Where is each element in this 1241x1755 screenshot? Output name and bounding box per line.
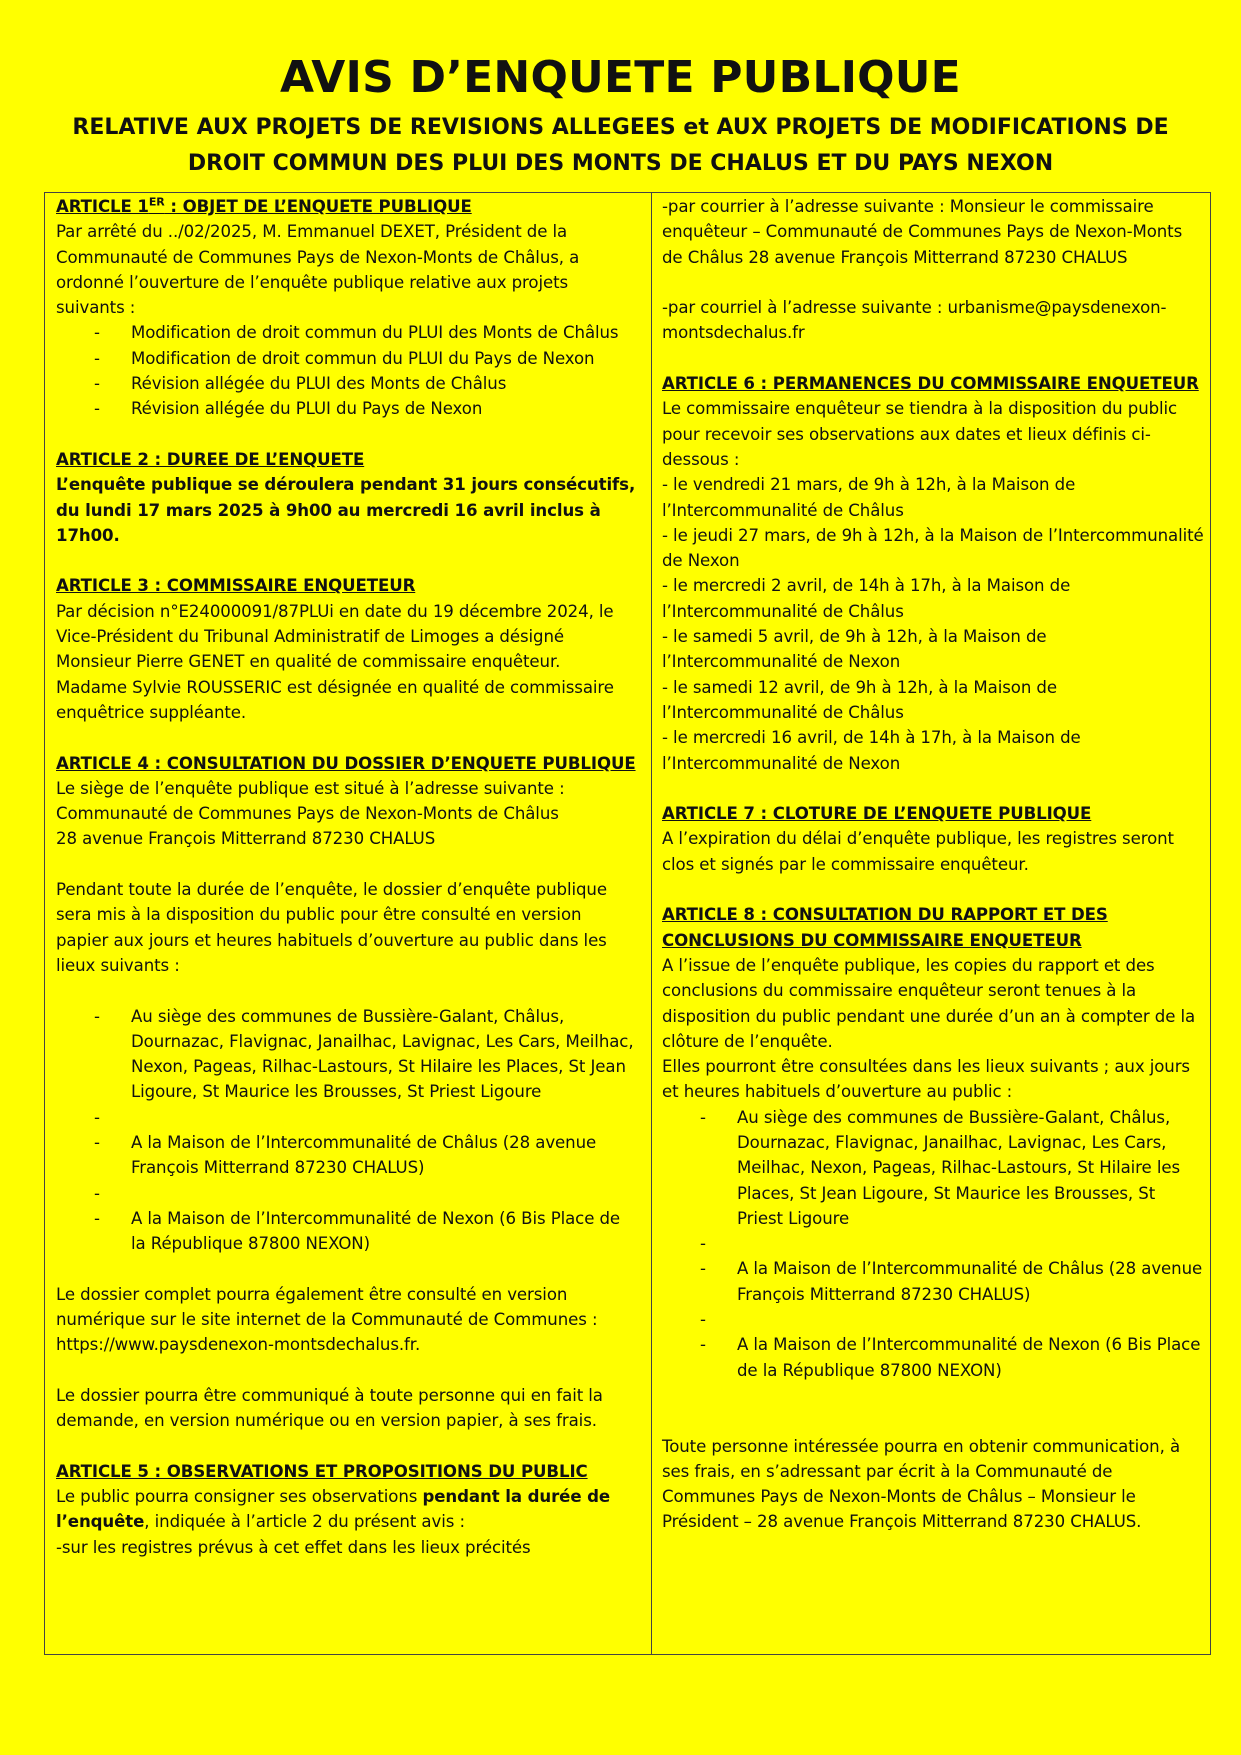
article-1-text: Par arrêté du ../02/2025, M. Emmanuel DEXET, Président de la Communauté de Communes Pays de Nexon-Monts de Châlus, a ordonné l’ouverture de l’enquête publique relative aux projets suivants : [56, 222, 580, 318]
article-5-courrier: -par courrier à l’adresse suivante : Monsieur le commissaire enquêteur – Communauté de Communes Pays de Nexon-Monts de Châlus 28 avenue François Mitterrand 87230 CHALUS [662, 197, 1183, 267]
list-item: - A la Maison de l’Intercommunalité de Châlus (28 avenue François Mitterrand 87230 CHALUS) [662, 1256, 1204, 1307]
permanence-date: - le jeudi 27 mars, de 9h à 12h, à la Maison de l’Intercommunalité de Nexon [662, 525, 1204, 571]
article-1-heading: ARTICLE 1ER : OBJET DE L’ENQUETE PUBLIQUE [56, 195, 472, 216]
permanence-date: - le samedi 12 avril, de 9h à 12h, à la Maison de l’Intercommunalité de Châlus [662, 677, 1057, 722]
subtitle-line-2: DROIT COMMUN DES PLUI DES MONTS DE CHALUS ET DU PAYS NEXON [187, 151, 1054, 176]
list-item: - A la Maison de l’Intercommunalité de Nexon (6 Bis Place de la République 87800 NEXON) [662, 1332, 1204, 1383]
column-divider [651, 192, 652, 1655]
article-5-text: Le public pourra consigner ses observations pendant la durée de l’enquête, indiquée à l’article 2 du présent avis : [56, 1487, 611, 1532]
article-4-text-2: Pendant toute la durée de l’enquête, le dossier d’enquête publique sera mis à la disposition du public pour être consulté en version papier aux jours et heures habituels d’ouverture au public dans les lieux suivants : [56, 880, 607, 975]
article-8-final: Toute personne intéressée pourra en obtenir communication, à ses frais, en s’adressant par écrit à la Communauté de Communes Pays de Nexon-Monts de Châlus – Monsieur le Président – 28 avenue François Mitterrand 87230 CHALUS. [662, 1436, 1181, 1532]
permanence-date: - le mercredi 16 avril, de 14h à 17h, à la Maison de l’Intercommunalité de Nexon [662, 728, 1081, 773]
article-4-line-2: Communauté de Communes Pays de Nexon-Monts de Châlus [56, 804, 559, 824]
article-5-heading: ARTICLE 5 : OBSERVATIONS ET PROPOSITIONS DU PUBLIC [56, 1461, 588, 1481]
left-column [56, 194, 636, 1560]
article-1-list [56, 320, 636, 421]
list-item: - A la Maison de l’Intercommunalité de Châlus (28 avenue François Mitterrand 87230 CHALUS) [56, 1130, 636, 1181]
article-8-heading: ARTICLE 8 : CONSULTATION DU RAPPORT ET DES CONCLUSIONS DU COMMISSAIRE ENQUETEUR [662, 905, 1108, 950]
list-item: - A la Maison de l’Intercommunalité de Nexon (6 Bis Place de la République 87800 NEXON) [56, 1206, 636, 1257]
list-item: - Révision allégée du PLUI des Monts de Châlus [56, 371, 636, 396]
article-5-courriel: -par courriel à l’adresse suivante : urbanisme@paysdenexon-montsdechalus.fr [662, 298, 1167, 343]
list-item: - Modification de droit commun du PLUI du Pays de Nexon [56, 346, 636, 371]
article-8-text: A l’issue de l’enquête publique, les copies du rapport et des conclusions du commissaire enquêteur seront tenues à la disposition du public pendant une durée d’un an à compter de la clôture de l’enquête. [662, 955, 1196, 1051]
article-2-text: L’enquête publique se déroulera pendant 31 jours consécutifs, du lundi 17 mars 2025 à 9h00 au mercredi 16 avril inclus à 17h00. [56, 475, 636, 545]
article-7-heading: ARTICLE 7 : CLOTURE DE L’ENQUETE PUBLIQUE [662, 804, 1092, 824]
article-4-line-3: 28 avenue François Mitterrand 87230 CHALUS [56, 829, 436, 849]
article-8-list [662, 1105, 1204, 1383]
permanence-date: - le samedi 5 avril, de 9h à 12h, à la Maison de l’Intercommunalité de Nexon [662, 627, 1047, 672]
list-item: - Au siège des communes de Bussière-Galant, Châlus, Dournazac, Flavignac, Janailhac, Lavignac, Les Cars, Meilhac, Nexon, Pageas, Rilhac-Lastours, St Hilaire les Places, St Jean Ligoure, St Maurice les Brousses, St Priest Ligoure [662, 1105, 1204, 1231]
article-4-line-1: Le siège de l’enquête publique est situé à l’adresse suivante : [56, 778, 565, 798]
article-6-heading: ARTICLE 6 : PERMANENCES DU COMMISSAIRE ENQUETEUR [662, 374, 1199, 394]
page-title: AVIS D’ENQUETE PUBLIQUE [280, 52, 961, 103]
article-6-text: Le commissaire enquêteur se tiendra à la disposition du public pour recevoir ses observations aux dates et lieux définis ci-dessous : [662, 399, 1178, 469]
article-4-heading: ARTICLE 4 : CONSULTATION DU DOSSIER D’ENQUETE PUBLIQUE [56, 753, 636, 773]
article-3-heading: ARTICLE 3 : COMMISSAIRE ENQUETEUR [56, 576, 416, 596]
subtitle-line-1: RELATIVE AUX PROJETS DE REVISIONS ALLEGEES et AUX PROJETS DE MODIFICATIONS DE [72, 115, 1169, 140]
article-3-text: Par décision n°E24000091/87PLUi en date du 19 décembre 2024, le Vice-Président du Tribunal Administratif de Limoges a désigné Monsieur Pierre GENET en qualité de commissaire enquêteur. Madame Sylvie ROUSSERIC est désignée en qualité de commissaire enquêtrice suppléante. [56, 601, 614, 722]
article-4-list [56, 1004, 636, 1257]
right-column [662, 194, 1204, 1535]
permanence-date: - le mercredi 2 avril, de 14h à 17h, à la Maison de l’Intercommunalité de Châlus [662, 576, 1071, 621]
article-7-text: A l’expiration du délai d’enquête publique, les registres seront clos et signés par le commissaire enquêteur. [662, 829, 1174, 874]
page-subtitle [60, 110, 1181, 182]
article-4-text-3: Le dossier complet pourra également être consulté en version numérique sur le site internet de la Communauté de Communes : https://www.paysdenexon-montsdechalus.fr. [56, 1284, 598, 1355]
permanence-date: - le vendredi 21 mars, de 9h à 12h, à la Maison de l’Intercommunalité de Châlus [662, 475, 1076, 520]
article-2-heading: ARTICLE 2 : DUREE DE L’ENQUETE [56, 449, 365, 469]
list-item: - Modification de droit commun du PLUI des Monts de Châlus [56, 320, 636, 345]
list-item: - Révision allégée du PLUI du Pays de Nexon [56, 396, 636, 421]
list-item: - Au siège des communes de Bussière-Galant, Châlus, Dournazac, Flavignac, Janailhac, Lavignac, Les Cars, Meilhac, Nexon, Pageas, Rilhac-Lastours, St Hilaire les Places, St Jean Ligoure, St Maurice les Brousses, St Priest Ligoure [56, 1004, 636, 1105]
article-8-text-2: Elles pourront être consultées dans les lieux suivants ; aux jours et heures habituels d’ouverture au public : [662, 1057, 1190, 1102]
article-5-line: -sur les registres prévus à cet effet dans les lieux précités [56, 1537, 531, 1557]
article-4-text-4: Le dossier pourra être communiqué à toute personne qui en fait la demande, en version numérique ou en version papier, à ses frais. [56, 1385, 603, 1431]
